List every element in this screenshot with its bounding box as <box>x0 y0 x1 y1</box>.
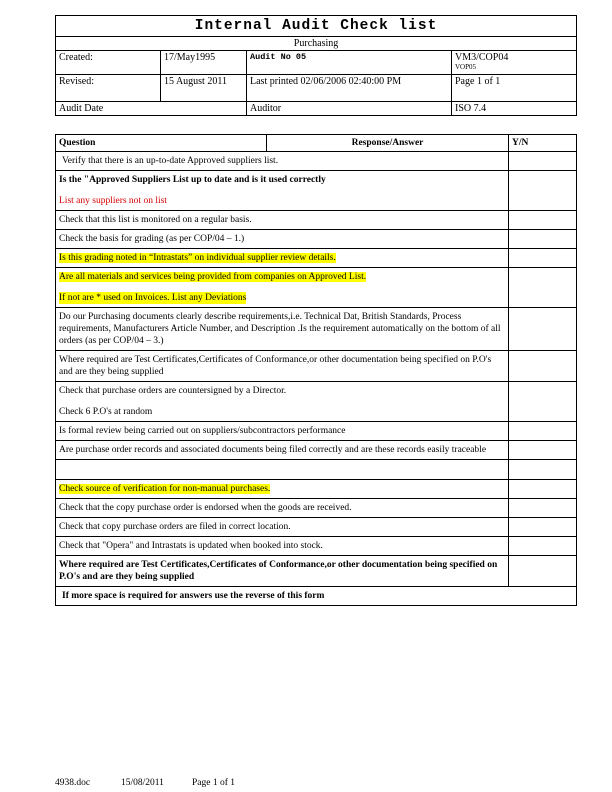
table-row <box>56 230 577 249</box>
question-text: List any suppliers not on list <box>59 196 167 206</box>
table-row <box>56 518 577 537</box>
yn-cell[interactable] <box>509 441 577 460</box>
question-cell <box>56 230 509 249</box>
question-cell <box>56 152 509 171</box>
yn-cell[interactable] <box>509 382 577 422</box>
question-text: Check that this list is monitored on a regular basis. <box>59 215 252 225</box>
table-row <box>56 480 577 499</box>
table-row <box>56 499 577 518</box>
question-cell <box>56 537 509 556</box>
question-text: Are purchase order records and associated documents being filed correctly and are these records easily traceable <box>59 445 487 455</box>
reference-sub-code: VOP05 <box>455 63 477 71</box>
question-text: Check that the copy purchase order is endorsed when the goods are received. <box>59 503 352 513</box>
yn-cell[interactable] <box>509 499 577 518</box>
yn-cell[interactable] <box>509 249 577 268</box>
revised-label: Revised: <box>56 75 161 102</box>
yn-cell[interactable] <box>509 268 577 308</box>
table-row <box>56 171 577 211</box>
table-row <box>56 351 577 382</box>
question-cell <box>56 441 509 460</box>
question-text: Check 6 P.O's at random <box>59 407 153 417</box>
question-cell <box>56 249 509 268</box>
question-cell <box>56 171 509 211</box>
audit-date-label: Audit Date <box>56 102 247 116</box>
yn-cell[interactable] <box>509 230 577 249</box>
last-printed: Last printed 02/06/2006 02:40:00 PM <box>247 75 452 102</box>
table-row <box>56 441 577 460</box>
question-text: Check that copy purchase orders are filed in correct location. <box>59 522 291 532</box>
yn-cell[interactable] <box>509 152 577 171</box>
question-cell <box>56 211 509 230</box>
yn-cell[interactable] <box>509 480 577 499</box>
yn-cell[interactable] <box>509 422 577 441</box>
table-row <box>56 587 577 606</box>
footer-date: 15/08/2011 <box>121 778 164 788</box>
table-row <box>56 460 577 480</box>
question-text: Verify that there is an up-to-date Approved suppliers list. <box>62 156 279 166</box>
department: Purchasing <box>56 37 577 51</box>
question-cell <box>56 556 509 587</box>
question-cell <box>56 308 509 351</box>
table-row <box>56 382 577 422</box>
question-text: Check the basis for grading (as per COP/04 – 1.) <box>59 234 245 244</box>
table-row <box>56 211 577 230</box>
question-text: If not are * used on Invoices. List any Deviations <box>59 293 247 303</box>
question-text: Where required are Test Certificates,Certificates of Conformance,or other documentation being specified on P.O's and are they being supplied <box>59 560 498 582</box>
table-row <box>56 152 577 171</box>
created-label: Created: <box>56 51 161 75</box>
yn-cell[interactable] <box>509 171 577 211</box>
question-cell <box>56 499 509 518</box>
space-note: If more space is required for answers use the reverse of this form <box>56 587 577 606</box>
question-cell <box>56 422 509 441</box>
created-value: 17/May1995 <box>161 51 247 75</box>
table-row <box>56 537 577 556</box>
page-count: Page 1 of 1 <box>452 75 577 102</box>
question-text: Is this grading noted in “Intrastats” on individual supplier review details. <box>59 253 336 263</box>
question-text: Check source of verification for non-manual purchases. <box>59 484 271 494</box>
question-cell <box>56 518 509 537</box>
table-row <box>56 422 577 441</box>
question-cell <box>56 268 509 308</box>
question-text: Check that purchase orders are countersigned by a Director. <box>59 386 287 396</box>
revised-value: 15 August 2011 <box>161 75 247 102</box>
header-table <box>55 15 577 116</box>
yn-cell[interactable] <box>509 211 577 230</box>
yn-cell[interactable] <box>509 537 577 556</box>
table-row <box>56 249 577 268</box>
table-row <box>56 268 577 308</box>
column-header-yn: Y/N <box>509 135 577 152</box>
reference-cell <box>452 51 577 75</box>
question-text: Are all materials and services being provided from companies on Approved List. <box>59 272 367 282</box>
question-cell <box>56 351 509 382</box>
question-text: Is the "Approved Suppliers List up to date and is it used correctly <box>59 175 326 185</box>
iso-reference: ISO 7.4 <box>452 102 577 116</box>
audit-number: Audit No 05 <box>247 51 452 75</box>
yn-cell[interactable] <box>509 351 577 382</box>
question-text: Is formal review being carried out on suppliers/subcontractors performance <box>59 426 346 436</box>
auditor-label: Auditor <box>247 102 452 116</box>
question-text: Check that "Opera" and Intrastats is updated when booked into stock. <box>59 541 323 551</box>
question-text: Do our Purchasing documents clearly describe requirements,i.e. Technical Dat, British Standards, Process requirements, Manufacturers Article Number, and Description .Is the requirement automatically on the bottom of all orders (as per COP/04 – 3.) <box>59 312 501 346</box>
reference-code: VM3/COP04 <box>455 52 509 63</box>
question-cell <box>56 382 509 422</box>
table-row <box>56 556 577 587</box>
question-cell <box>56 480 509 499</box>
yn-cell[interactable] <box>509 308 577 351</box>
document-title: Internal Audit Check list <box>56 16 577 37</box>
checklist-table <box>55 134 577 606</box>
yn-cell[interactable] <box>509 518 577 537</box>
yn-cell[interactable] <box>509 460 577 480</box>
yn-cell[interactable] <box>509 556 577 587</box>
column-header-question: Question <box>56 135 267 152</box>
question-cell <box>56 460 509 480</box>
question-text: Where required are Test Certificates,Certificates of Conformance,or other documentation being specified on P.O's and are they being supplied <box>59 355 492 377</box>
page-footer <box>55 778 235 788</box>
table-row <box>56 308 577 351</box>
column-header-response: Response/Answer <box>267 135 509 152</box>
footer-page: Page 1 of 1 <box>192 778 236 788</box>
footer-filename: 4938.doc <box>55 778 91 788</box>
